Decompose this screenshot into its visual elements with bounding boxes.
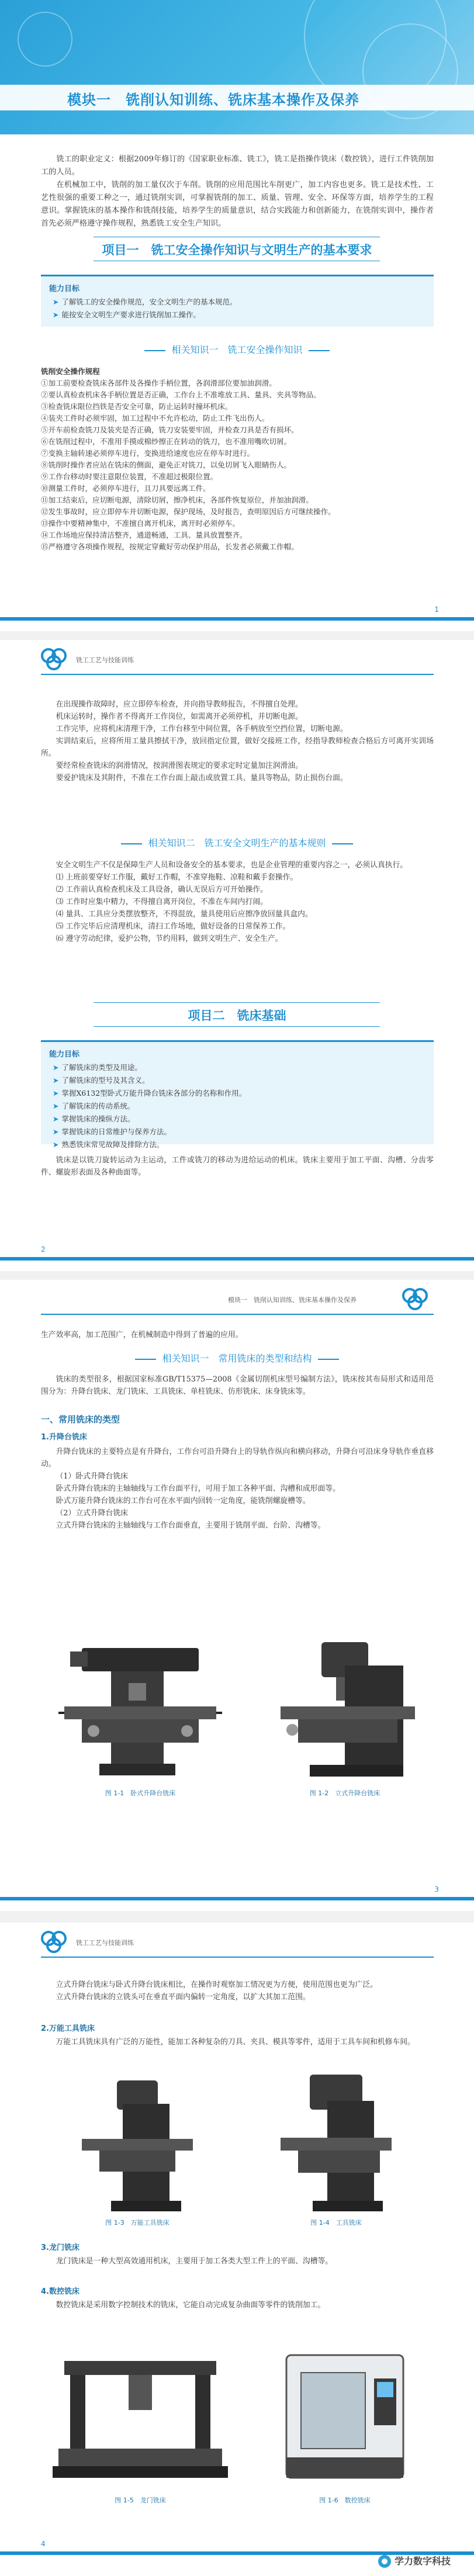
figure-caption: 图 1-5 龙门铣床 [115,2497,166,2504]
ability-item [41,1061,434,1074]
ability-item-text: 能按安全文明生产要求进行铣削加工操作。 [61,310,200,319]
header-rule [41,1314,434,1315]
arrow-icon: ➤ [53,1063,59,1072]
paragraph: 要爱护铣床及其附件，不准在工作台面上敲击或放置工具、量具等物品，防止损伤台面。 [56,774,348,783]
paragraph: 实训结束后，应将所用工量具擦拭干净，放回指定位置，做好交接班工作，经指导教师检查合格后方可离开实训场所。 [41,737,434,758]
paragraph-block [41,1154,434,1179]
arrow-icon: ➤ [53,1114,59,1123]
paragraph: 工作完毕，应将机床清理干净，工作台移至中间位置，各手柄放至空挡位置，切断电源。 [56,725,348,733]
gantry-milling-machine-figure [47,2343,234,2490]
page-2 [0,640,474,1271]
list-item: ②要认真检查机床各手柄位置是否正确，工作台上不准堆放工具、量具、夹具等物品。 [41,390,321,399]
paragraph-block [41,1446,434,1532]
list-item: ⑬操作中要精神集中，不准擅自离开机床，离开时必须停车。 [41,519,240,528]
ability-item [41,296,434,309]
brand-logo-icon [378,2555,391,2568]
tool-milling-machine-figure [64,2069,210,2215]
paragraph-block [41,2255,434,2267]
header-rule [41,674,434,675]
ability-item-text: 了解铣床的类型及用途。 [61,1063,142,1072]
page-1 [0,0,474,631]
footer-bar [0,1257,474,1261]
arrow-icon: ➤ [53,1076,59,1085]
title-rule [135,1359,156,1360]
paragraph: ⑵ 工作前认真检查机床及工具设备，确认无误后方可开始操作。 [56,885,268,894]
ability-item [41,1087,434,1100]
ability-item [41,1113,434,1126]
list-item: ①加工前要检查铣床各部件及各操作手柄位置，各润滑部位要加油润滑。 [41,379,276,387]
page-3 [0,1280,474,1911]
section-title-text: 相关知识一 铣工安全操作知识 [171,344,303,355]
figure-caption: 图 1-4 工具铣床 [310,2219,362,2227]
paragraph: 机床运转时，操作者不得离开工作岗位，如需离开必须停机，并切断电源。 [56,712,303,721]
arrow-icon: ➤ [53,1127,59,1136]
paragraph: 卧式万能升降台铣床的工作台可在水平面内回转一定角度，能铣削螺旋槽等。 [56,1497,310,1505]
ability-item [41,309,434,321]
intro-paragraph: 铣工的职业定义：根据2009年修订的《国家职业标准、铣工》，铣工是指操作铣床（数控铣），进行工件铣削加工的人员。 [41,155,434,176]
figure-caption: 图 1-1 卧式升降台铣床 [105,1789,176,1797]
header-text: 铣工工艺与技能训练 [76,656,134,664]
title-rule [332,843,353,844]
list-item: ⑦变换主轴转速必须停车进行，变换进给速度也应在停车时进行。 [41,449,255,458]
paragraph: ⑴ 上班前要穿好工作服，戴好工作帽，不准穿拖鞋、凉鞋和戴手套操作。 [56,873,298,882]
paragraph: ⑶ 工作时应集中精力，不得擅自离开岗位，不准在车间内打闹。 [56,898,268,906]
header-text: 模块一 铣削认知训练、铣床基本操作及保养 [228,1296,357,1304]
ability-item [41,1100,434,1113]
footer-bar [0,617,474,621]
title-rule [318,1359,339,1360]
arrow-icon: ➤ [53,297,59,306]
ability-item-text: 掌握铣床的操纵方法。 [61,1114,135,1123]
ability-item-text: 了解铣床的型号及其含义。 [61,1076,150,1085]
page-number: 4 [41,2540,46,2548]
ability-box [41,1040,434,1149]
paragraph: 卧式升降台铣床的主轴轴线与工作台面平行，可用于加工各种平面、沟槽和成形面等。 [56,1484,340,1493]
project-title-rule [94,1026,380,1027]
section-title [0,342,474,356]
paragraph: ⑹ 遵守劳动纪律，爱护公物，节约用料，做到文明生产、安全生产。 [56,934,283,943]
arrow-icon: ➤ [53,1140,59,1149]
arrow-icon: ➤ [53,1089,59,1097]
decor-circle [18,12,72,67]
tool-milling-machine-figure [263,2069,409,2215]
ability-item-text: 了解铣床的传动系统。 [61,1102,135,1110]
list-item: ⑪加工结束后，应切断电源，清除切屑，擦净机床，各部件恢复原位，并加油润滑。 [41,496,313,504]
paragraph-block [41,1373,434,1398]
section-title-text: 相关知识一 常用铣床的类型和结构 [162,1353,312,1364]
paragraph: 数控铣床是采用数字控制技术的铣床，它能自动完成复杂曲面等零件的铣削加工。 [56,2301,326,2310]
ability-item-text: 掌握X6132型卧式万能升降台铣床各部分的名称和作用。 [61,1089,247,1097]
paragraph: 立式升降台铣床的立铣头可在垂直平面内偏转一定角度，以扩大其加工范围。 [56,1993,310,2002]
intro-paragraph: 在机械加工中，铣削的加工量仅次于车削。铣削的应用范围比车削更广，加工内容也更多。铣工是技术性、工艺性很强的重要工种之一，通过铣削实训，可掌握铣削的加工、质量、管理、安全、环保等方面，培养学生的工程意识。掌握铣床的基本操作和铣削技能，培养学生的质量意识，结合实践能力和创新能力，在铣削实训中，操作者首先必须严格遵守操作规程，熟悉铣工安全生产知识。 [41,181,434,228]
subsection-heading: 2.万能工具铣床 [41,2024,95,2033]
paragraph: 万能工具铣床具有广泛的万能性，能加工各种复杂的刀具、夹具、模具等零件，适用于工具车间和机修车间。 [56,2038,415,2047]
page-number: 3 [434,1885,439,1893]
section-title [0,1351,474,1365]
module-title: 模块一 铣削认知训练、铣床基本操作及保养 [67,92,359,108]
paragraph: ⑷ 量具、工具应分类摆放整齐，不得混放，量具使用后应擦净放回量具盒内。 [56,910,313,919]
horizontal-milling-machine-figure [47,1630,234,1782]
figure-caption: 图 1-2 立式升降台铣床 [309,1789,380,1797]
header-text: 铣工工艺与技能训练 [76,1939,134,1947]
module-banner [0,0,474,134]
header-rule [41,1957,434,1958]
list-item: ⑮严格遵守各项操作规程，按规定穿戴好劳动保护用品，长发者必须戴工作帽。 [41,542,299,551]
ability-item-text: 了解铣工的安全操作规范，安全文明生产的基本规范。 [61,297,237,306]
ability-heading: 能力目标 [49,1050,80,1059]
rings-logo-icon [41,1931,72,1951]
page-4 [0,1923,474,2576]
subsection-heading: 3.龙门铣床 [41,2243,79,2252]
ability-item [41,1126,434,1138]
list-item: ⑫发生事故时，应立即停车并切断电源，保护现场，及时报告，查明原因后方可继续操作。 [41,507,335,516]
list-item: ⑤开车前检查铣刀及装夹是否正确，铣刀安装要牢固，并检查刀具是否有损坏。 [41,425,299,434]
list-item: ⑩测量工件时，必须停车进行，且刀具要远离工件。 [41,484,210,493]
cnc-milling-machine-figure [269,2343,421,2490]
footer-bar [0,1897,474,1900]
paragraph: 生产效率高，加工范围广，在机械制造中得到了普遍的应用。 [41,1331,243,1339]
page-header [0,1280,474,1316]
subsection-heading: 一、常用铣床的类型 [41,1414,120,1425]
ability-item [41,1074,434,1087]
paragraph-block [41,1329,434,1341]
paragraph-block [41,859,434,945]
watermark-text: 学力数字科技 [394,2555,451,2567]
vertical-milling-machine-figure [257,1630,433,1782]
ability-item [41,1138,434,1151]
paragraph-block [41,698,434,784]
list-heading: 铣削安全操作规程 [41,367,100,376]
ability-item-text: 熟悉铣床常见故障及排除方法。 [61,1140,164,1149]
paragraph: 立式升降台铣床的主轴轴线与工作台面垂直，主要用于铣削平面、台阶、沟槽等。 [56,1521,326,1530]
paragraph: 升降台铣床的主要特点是有升降台，工作台可沿升降台上的导轨作纵向和横向移动，升降台可沿床身导轨作垂直移动。 [41,1448,434,1469]
list-item: ⑭工作场地应保持清洁整齐，通道畅通，工具、量具放置整齐。 [41,531,247,539]
paragraph: 立式升降台铣床与卧式升降台铣床相比，在操作时观察加工情况更为方便，使用范围也更为广泛。 [56,1981,378,1989]
paragraph: 龙门铣床是一种大型高效通用机床，主要用于加工各类大型工件上的平面、沟槽等。 [56,2257,333,2266]
subsection-heading: 1.升降台铣床 [41,1433,87,1442]
rings-logo-icon [41,648,72,668]
paragraph: 安全文明生产不仅是保障生产人员和设备安全的基本要求，也是企业管理的重要内容之一，必须认真执行。 [56,861,408,870]
arrow-icon: ➤ [53,1102,59,1110]
list-item: ④装夹工件时必须牢固，加工过程中不允许松动，防止工件飞出伤人。 [41,414,269,423]
title-rule [121,843,142,844]
safety-list [41,366,434,553]
project-title: 项目一 铣工安全操作知识与文明生产的基本要求 [102,243,372,257]
list-item: ③检查铣床限位挡铁是否安全可靠，防止运转时撞坏机床。 [41,402,233,411]
ability-heading: 能力目标 [49,285,80,293]
paragraph: 铣床的类型很多，根据国家标准GB/T15375—2008《金属切削机床型号编制方法》，铣床按其布局形式和适用范围分为：升降台铣床、龙门铣床、工具铣床、单柱铣床、仿形铣床、床身铣床等。 [41,1375,434,1396]
paragraph: 铣床是以铣刀旋转运动为主运动，工件或铣刀的移动为进给运动的机床。铣床主要用于加工平面、沟槽、分齿零件、螺旋形表面及各种曲面等。 [41,1156,434,1177]
page-header [0,1923,474,1959]
figure-caption: 图 1-3 万能工具铣床 [105,2219,169,2227]
ability-box [41,275,434,327]
rings-logo-icon [402,1288,434,1308]
figure-caption: 图 1-6 数控铣床 [319,2497,371,2504]
list-item: ⑥在铣削过程中，不准用手摸或棉纱擦正在转动的铣刀，也不准用嘴吹切屑。 [41,437,292,446]
section-title [0,836,474,849]
page-number: 1 [434,605,439,614]
ability-item-text: 掌握铣床的日常维护与保养方法。 [61,1127,171,1136]
paragraph: ⑸ 工作完毕后应清理机床，清扫工作场地，做好设备的日常保养工作。 [56,922,290,931]
paragraph: 要经常检查铣床的润滑情况，按润滑图表规定的要求定时定量加注润滑油。 [56,761,303,770]
list-item: ⑧铣削时操作者应站在铣床的侧面，避免正对铣刀，以免切屑飞入眼睛伤人。 [41,461,292,469]
title-rule [309,350,330,351]
paragraph-block [41,1979,434,2003]
paragraph: 在出现操作故障时，应立即停车检查，并向指导教师报告，不得擅自处理。 [56,700,303,709]
page-number: 2 [41,1245,46,1254]
watermark [378,2554,451,2568]
section-title-text: 相关知识二 铣工安全文明生产的基本规则 [148,837,326,849]
intro-text [41,153,434,230]
paragraph: （2）立式升降台铣床 [56,1509,128,1518]
project-title-rule [94,1002,380,1003]
list-item: ⑨工作台移动时要注意限位装置，不准超过极限位置。 [41,472,218,481]
title-rule [144,350,165,351]
paragraph: （1）卧式升降台铣床 [56,1472,128,1481]
paragraph-block [41,2036,434,2048]
page-header [0,640,474,676]
project-title: 项目二 铣床基础 [188,1009,286,1023]
arrow-icon: ➤ [53,310,59,319]
subsection-heading: 4.数控铣床 [41,2287,79,2296]
paragraph-block [41,2299,434,2311]
